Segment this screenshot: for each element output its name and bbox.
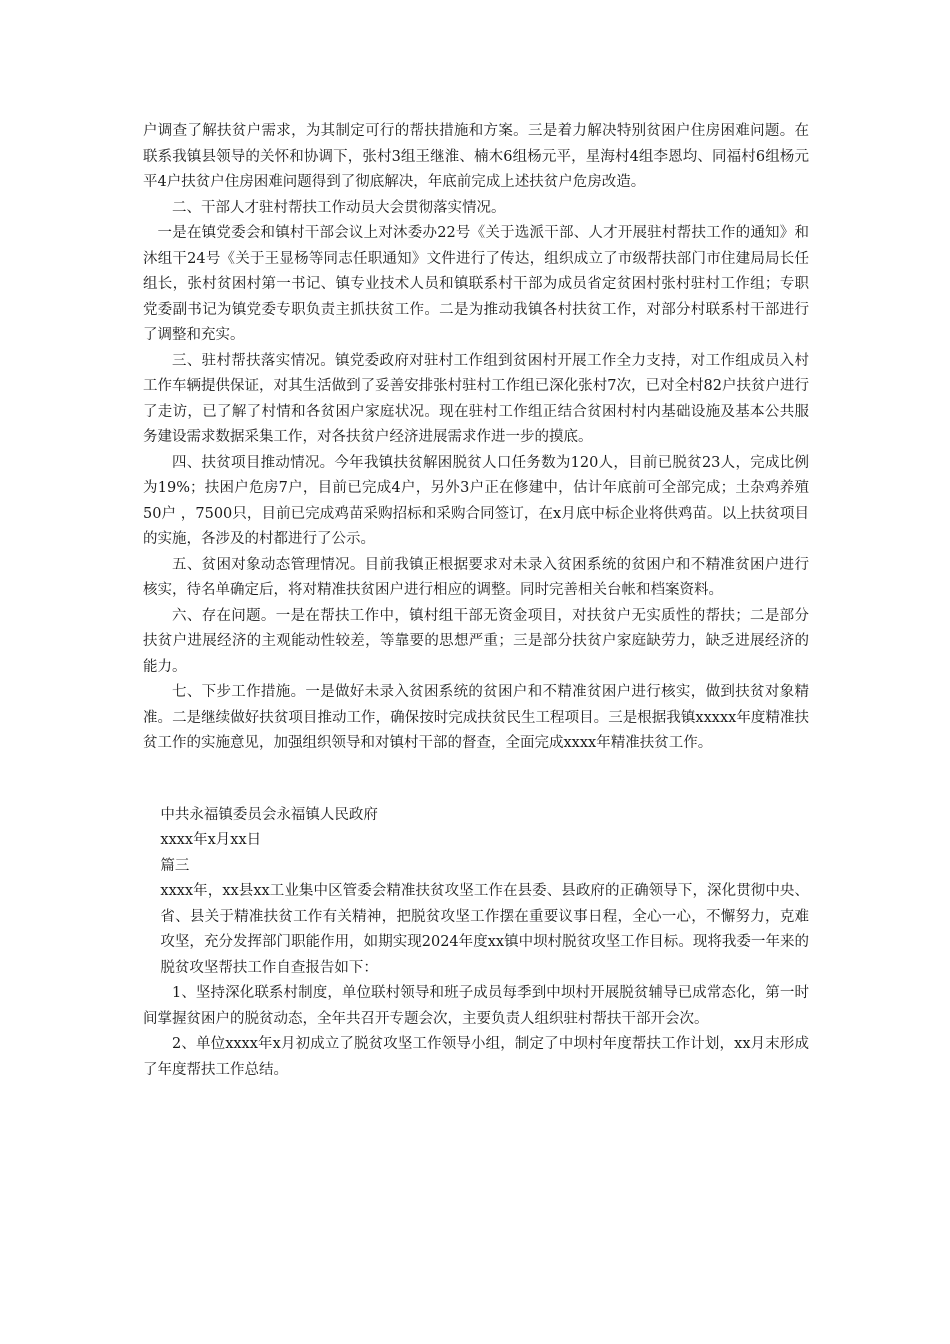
- paragraph-section-2-body: 一是在镇党委会和镇村干部会议上对沐委办22号《关于选派干部、人才开展驻村帮扶工作的通知》和沐组干24号《关于王显杨等同志任职通知》文件进行了传达，组织成立了市级帮扶部门市住建局局长任组长，张村贫困村第一书记、镇专业技术人员和镇联系村干部为成员省定贫困村张村驻村工作组；专职党委副书记为镇党委专职负责主抓扶贫工作。二是为推动我镇各村扶贫工作，对部分村联系村干部进行了调整和充实。: [143, 225, 809, 343]
- section-heading-2: 二、干部人才驻村帮扶工作动员大会贯彻落实情况。: [172, 199, 506, 216]
- section-label: 篇三: [160, 857, 190, 874]
- paragraph-intro: xxxx年，xx县xx工业集中区管委会精准扶贫攻坚工作在县委、县政府的正确领导下，深化贯彻中央、省、县关于精准扶贫工作有关精神，把脱贫攻坚工作摆在重要议事日程，全心一心，不懈努力，克难攻坚，充分发挥部门职能作用，如期实现2024年度xx镇中坝村脱贫攻坚工作目标。现将我委一年来的脱贫攻坚帮扶工作自查报告如下：: [160, 883, 809, 976]
- signature-organization: 中共永福镇委员会永福镇人民政府: [160, 806, 378, 823]
- paragraph-section-7: 七、下步工作措施。一是做好未录入贫困系统的贫困户和不精准贫困户进行核实，做到扶贫对象精准。二是继续做好扶贫项目推动工作，确保按时完成扶贫民生工程项目。三是根据我镇xxxxx年度精准扶贫工作的实施意见，加强组织领导和对镇村干部的督查，全面完成xxxx年精准扶贫工作。: [143, 684, 809, 751]
- paragraph-section-5: 五、贫困对象动态管理情况。目前我镇正根据要求对未录入贫困系统的贫困户和不精准贫困户进行核实，待名单确定后，将对精准扶贫困户进行相应的调整。同时完善相关台帐和档案资料。: [143, 556, 809, 598]
- paragraph-continuation: 户调查了解扶贫户需求，为其制定可行的帮扶措施和方案。三是着力解决特别贫困户住房困难问题。在联系我镇县领导的关怀和协调下，张村3组王继淮、楠木6组杨元平，星海村4组李恩均、同福村6组杨元平4户扶贫户住房困难问题得到了彻底解决，年底前完成上述扶贫户危房改造。: [143, 123, 809, 190]
- paragraph-item-2: 2、单位xxxx年x月初成立了脱贫攻坚工作领导小组，制定了中坝村年度帮扶工作计划，xx月末形成了年度帮扶工作总结。: [143, 1036, 809, 1078]
- spacer: [143, 757, 809, 803]
- signature-date: xxxx年x月xx日: [160, 832, 262, 848]
- paragraph-section-3: 三、驻村帮扶落实情况。镇党委政府对驻村工作组到贫困村开展工作全力支持，对工作组成员入村工作车辆提供保证，对其生活做到了妥善安排张村驻村工作组已深化张村7次，已对全村82户扶贫户进行了走访，已了解了村情和各贫困户家庭状况。现在驻村工作组正结合贫困村村内基础设施及基本公共服务建设需求数据采集工作，对各扶贫户经济进展需求作进一步的摸底。: [143, 352, 809, 445]
- document-page: [143, 119, 809, 1083]
- paragraph-section-6: 六、存在问题。一是在帮扶工作中，镇村组干部无资金项目，对扶贫户无实质性的帮扶；二是部分扶贫户进展经济的主观能动性较差，等靠要的思想严重；三是部分扶贫户家庭缺劳力，缺乏进展经济的能力。: [143, 607, 809, 675]
- paragraph-item-1: 1、坚持深化联系村制度，单位联村领导和班子成员每季到中坝村开展脱贫辅导已成常态化，第一时间掌握贫困户的脱贫动态，全年共召开专题会次，主要负责人组织驻村帮扶干部开会次。: [143, 985, 809, 1027]
- paragraph-section-4: 四、扶贫项目推动情况。今年我镇扶贫解困脱贫人口任务数为120人，目前已脱贫23人，完成比例为19%；扶困户危房7户，目前已完成4户，另外3户正在修建中，估计年底前可全部完成；土杂鸡养殖50户 ，7500只，目前已完成鸡苗采购招标和采购合同签订，在x月底中标企业将供鸡苗。以上扶贫项目的实施，各涉及的村都进行了公示。: [143, 454, 809, 547]
